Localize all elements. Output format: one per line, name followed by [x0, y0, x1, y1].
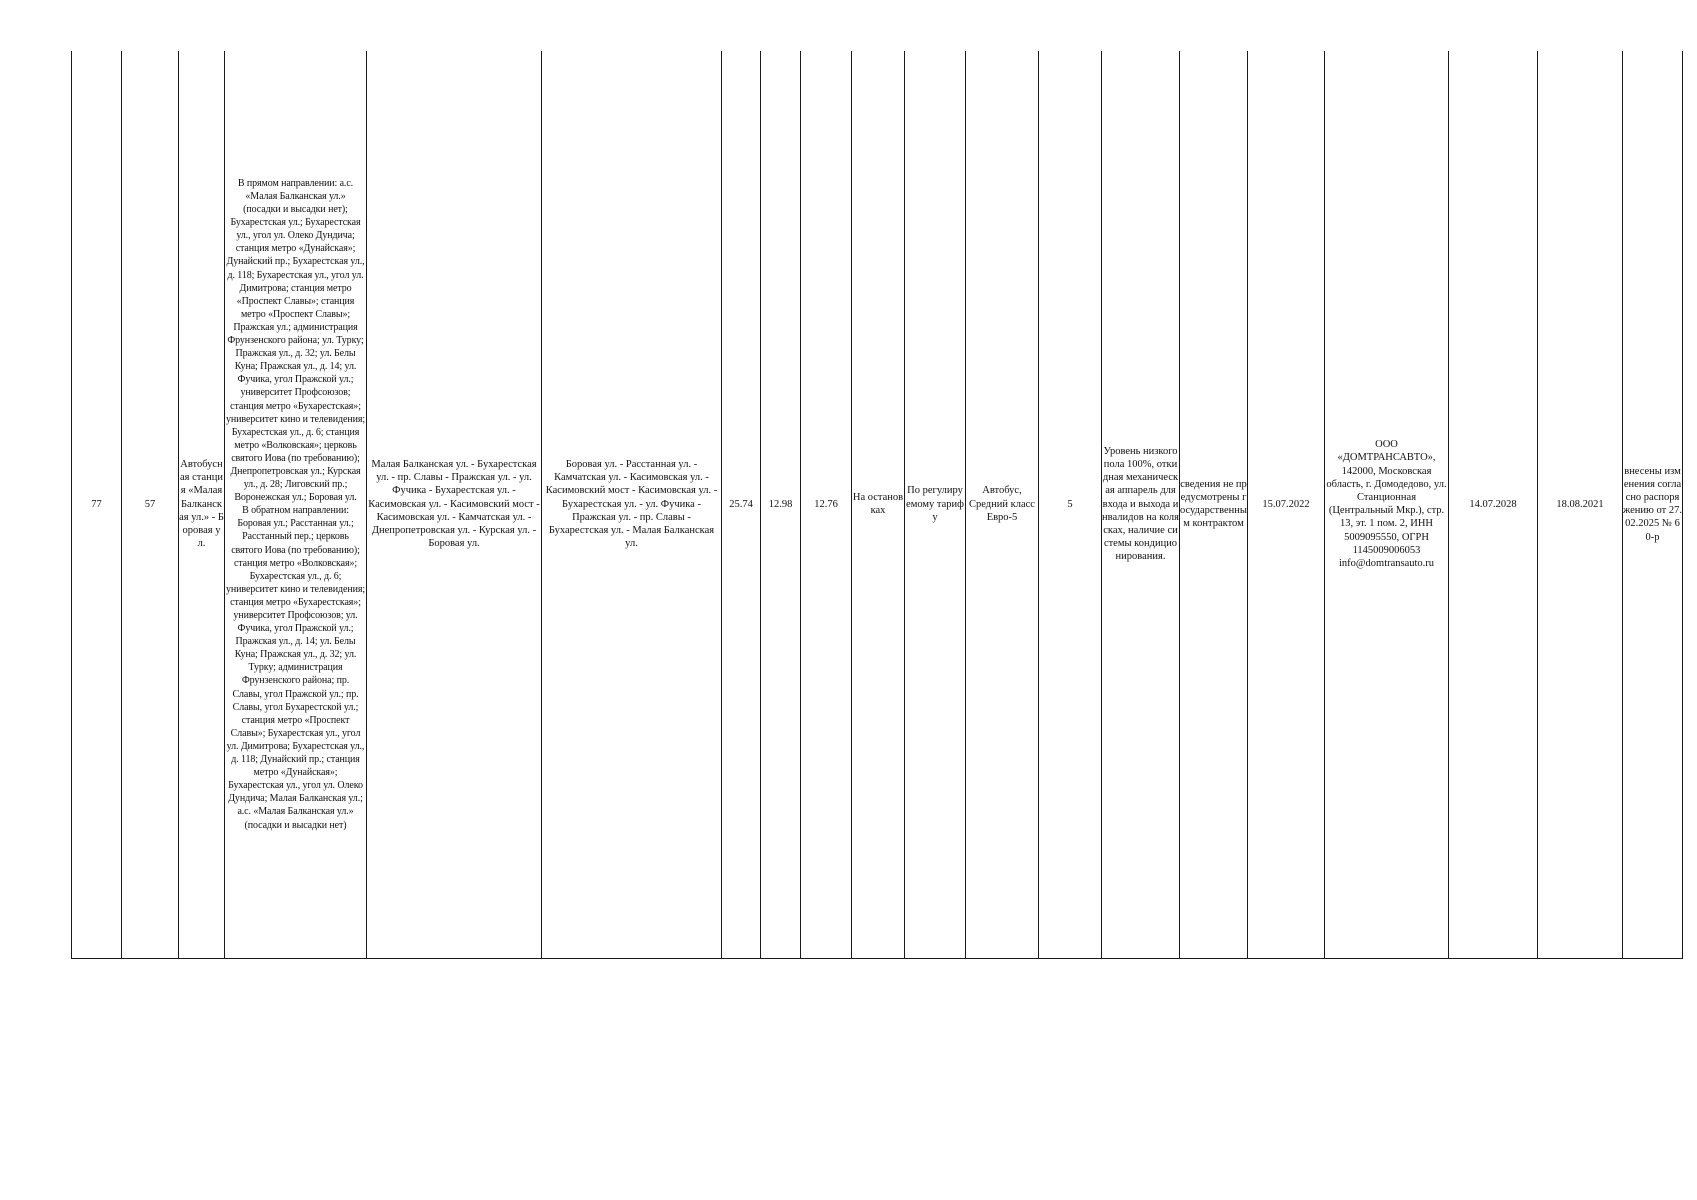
- route-name-cell: Автобусная станция «Малая Балканская ул.» - Боровая ул.: [179, 51, 225, 958]
- carrier-cell: ООО «ДОМТРАНСАВТО», 142000, Московская область, г. Домодедово, ул. Станционная (Центральный Мкр.), стр. 13, эт. 1 пом. 2, ИНН 5009095550, ОГРН 1145009006053 info@domtransauto.ru: [1325, 51, 1449, 958]
- contract-info-cell: сведения не предусмотрены государственным контрактом: [1180, 51, 1248, 958]
- streets-backward-cell: Боровая ул. - Расстанная ул. - Камчатская ул. - Касимовская ул. - Касимовский мост - Касимовская ул. - Бухарестская ул. - ул. Фучика - Пражская ул. - пр. Славы - Бухарестская ул. - Малая Балканская ул.: [542, 51, 722, 958]
- vehicle-features-cell: Уровень низкого пола 100%, откидная механическая аппарель для входа и выхода инвалидов на колясках, наличие системы кондиционирования.: [1102, 51, 1180, 958]
- start-date-cell: 15.07.2022: [1248, 51, 1325, 958]
- end-date-cell: 14.07.2028: [1449, 51, 1538, 958]
- vehicle-count-cell: 5: [1039, 51, 1102, 958]
- stops-forward-text: В прямом направлении: а.с. «Малая Балканская ул.» (посадки и высадки нет); Бухарестская ул.; Бухарестская ул., угол ул. Олеко Дундича; станция метро «Дунайская»; Дунайский пр.; Бухарестская ул., д. 118; Бухарестская ул., угол ул. Димитрова; станция метро «Проспект Славы»; станция метро «Проспект Славы»; Пражская ул.; администрация Фрунзенского района; ул. Турку; Пражская ул., д. 32; ул. Белы Куна; Пражская ул., д. 14; ул. Фучика, угол Пражской ул.; университет Профсоюзов; станция метро «Бухарестская»; университет кино и телевидения; Бухарестская ул., д. 6; станция метро «Волковская»; церковь святого Иова (по требованию); Днепропетровская ул.; Курская ул., д. 28; Лиговский пр.; Воронежская ул.; Боровая ул.: [226, 177, 366, 504]
- table-row: [72, 51, 1683, 958]
- stops-cell: [225, 51, 367, 958]
- length-total-cell: 25.74: [722, 51, 761, 958]
- route-register-table: [71, 51, 1683, 959]
- length-backward-cell: 12.76: [801, 51, 852, 958]
- changes-cell: внесены изменения согласно распоряжению от 27.02.2025 № 60-р: [1623, 51, 1683, 958]
- stop-order-cell: На остановках: [852, 51, 905, 958]
- vehicles-cell: Автобус, Средний класс Евро-5: [966, 51, 1039, 958]
- register-number-cell: 77: [72, 51, 122, 958]
- approval-date-cell: 18.08.2021: [1538, 51, 1623, 958]
- streets-forward-cell: Малая Балканская ул. - Бухарестская ул. - пр. Славы - Пражская ул. - ул. Фучика - Бухарестская ул. - Касимовская ул. - Касимовский мост - Касимовская ул. - Камчатская ул. - Днепропетровская ул. - Курская ул. - Боровая ул.: [367, 51, 542, 958]
- tariff-cell: По регулируемому тарифу: [905, 51, 966, 958]
- route-number-cell: 57: [122, 51, 179, 958]
- stops-backward-text: В обратном направлении: Боровая ул.; Расстанная ул.; Расстанный пер.; церковь святого Иова (по требованию); станция метро «Волковская»; Бухарестская ул., д. 6; университет кино и телевидения; станция метро «Бухарестская»; университет Профсоюзов; ул. Фучика, угол Пражской ул.; Пражская ул., д. 14; ул. Белы Куна; Пражская ул., д. 32; ул. Турку; администрация Фрунзенского района; пр. Славы, угол Пражской ул.; пр. Славы, угол Бухарестской ул.; станция метро «Проспект Славы»; Бухарестская ул., угол ул. Димитрова; Бухарестская ул., д. 118; Дунайский пр.; станция метро «Дунайская»; Бухарестская ул., угол ул. Олеко Дундича; Малая Балканская ул.; а.с. «Малая Балканская ул.» (посадки и высадки нет): [226, 505, 366, 831]
- length-forward-cell: 12.98: [761, 51, 801, 958]
